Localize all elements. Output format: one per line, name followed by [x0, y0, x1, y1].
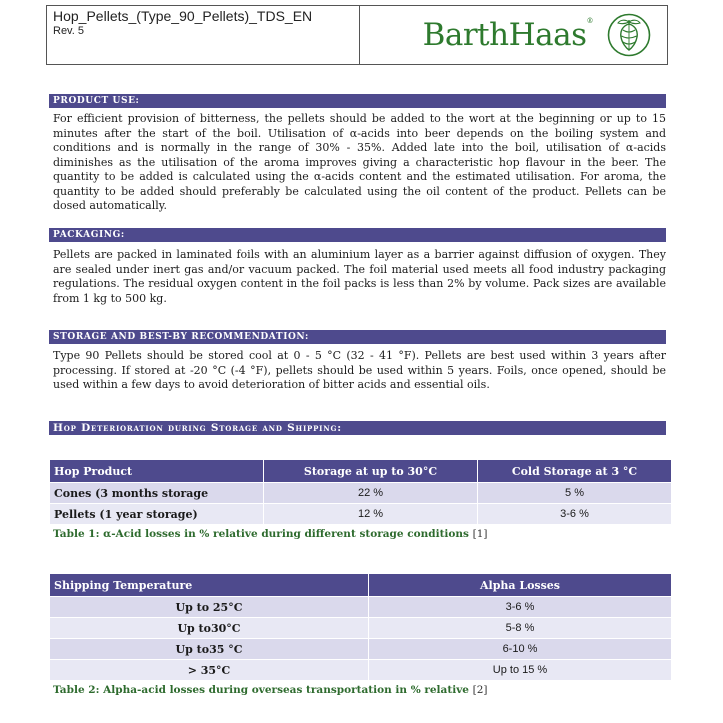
- table1-caption: Table 1: α-Acid losses in % relative during different storage conditions [1]: [53, 528, 488, 540]
- storage-loss-table: [49, 459, 672, 525]
- table-cell: Cones (3 months storage: [50, 483, 264, 504]
- section-heading-storage: STORAGE AND BEST-BY RECOMMENDATION:: [49, 330, 666, 344]
- table-cell: Up to30°C: [50, 618, 369, 639]
- table-row: [50, 660, 672, 681]
- storage-text: Type 90 Pellets should be stored cool at 0 - 5 °C (32 - 41 °F). Pellets are best used within 3 years after processing. If stored at -20 °C (-4 °F), pellets should be used within 5 years. Foils, once opened, should be used within a few days to avoid deterioration of bitter acids and essential oils.: [53, 349, 666, 391]
- table-row: [50, 597, 672, 618]
- table-header-row: [50, 460, 672, 483]
- table-row: [50, 504, 672, 525]
- table-cell: 5 %: [478, 483, 672, 504]
- table-cell: 12 %: [264, 504, 478, 525]
- shipping-loss-table: [49, 573, 672, 681]
- section-heading-deterioration: Hop Deterioration during Storage and Shipping:: [49, 421, 666, 435]
- column-header: Hop Product: [50, 460, 264, 483]
- table-row: [50, 483, 672, 504]
- table2-caption: Table 2: Alpha-acid losses during overseas transportation in % relative [2]: [53, 684, 488, 696]
- table-cell: Up to 25°C: [50, 597, 369, 618]
- section-heading-packaging: PACKAGING:: [49, 228, 666, 242]
- revision-label: Rev. 5: [53, 25, 84, 37]
- table-cell: Up to35 °C: [50, 639, 369, 660]
- packaging-text: Pellets are packed in laminated foils with an aluminium layer as a barrier against diffusion of oxygen. They are sealed under inert gas and/or vacuum packed. The foil material used meets all food industry packaging regulations. The residual oxygen content in the foil packs is less than 2% by volume. Pack sizes are available from 1 kg to 500 kg.: [53, 248, 666, 305]
- table-cell: 3-6 %: [478, 504, 672, 525]
- table-header-row: [50, 574, 672, 597]
- hop-cone-icon: [607, 13, 651, 57]
- column-header: Storage at up to 30°C: [264, 460, 478, 483]
- header-meta: [47, 6, 360, 64]
- table-row: [50, 639, 672, 660]
- document-header: [46, 5, 668, 65]
- column-header: Cold Storage at 3 °C: [478, 460, 672, 483]
- table-cell: > 35°C: [50, 660, 369, 681]
- doc-title: Hop_Pellets_(Type_90_Pellets)_TDS_EN: [53, 8, 313, 24]
- section-heading-product-use: PRODUCT USE:: [49, 94, 666, 108]
- table-cell: 22 %: [264, 483, 478, 504]
- brand-logo-text: BarthHaas®: [422, 17, 593, 53]
- table-cell: Up to 15 %: [369, 660, 672, 681]
- table-cell: 6-10 %: [369, 639, 672, 660]
- table-cell: 5-8 %: [369, 618, 672, 639]
- brand-area: [360, 6, 667, 64]
- column-header: Alpha Losses: [369, 574, 672, 597]
- product-use-text: For efficient provision of bitterness, the pellets should be added to the wort at the beginning or up to 15 minutes after the start of the boil. Utilisation of α-acids into beer depends on the boiling system and conditions and is normally in the range of 30% - 35%. Added late into the boil, utilisation of α-acids diminishes as the utilisation of the aroma improves giving a characteristic hop flavour in the beer. The quantity to be added is calculated using the α-acids content and the estimated utilisation. For aroma, the quantity to be added should preferably be calculated using the oil content of the product. Pellets can be dosed automatically.: [53, 112, 666, 212]
- table-cell: Pellets (1 year storage): [50, 504, 264, 525]
- table-cell: 3-6 %: [369, 597, 672, 618]
- column-header: Shipping Temperature: [50, 574, 369, 597]
- table-row: [50, 618, 672, 639]
